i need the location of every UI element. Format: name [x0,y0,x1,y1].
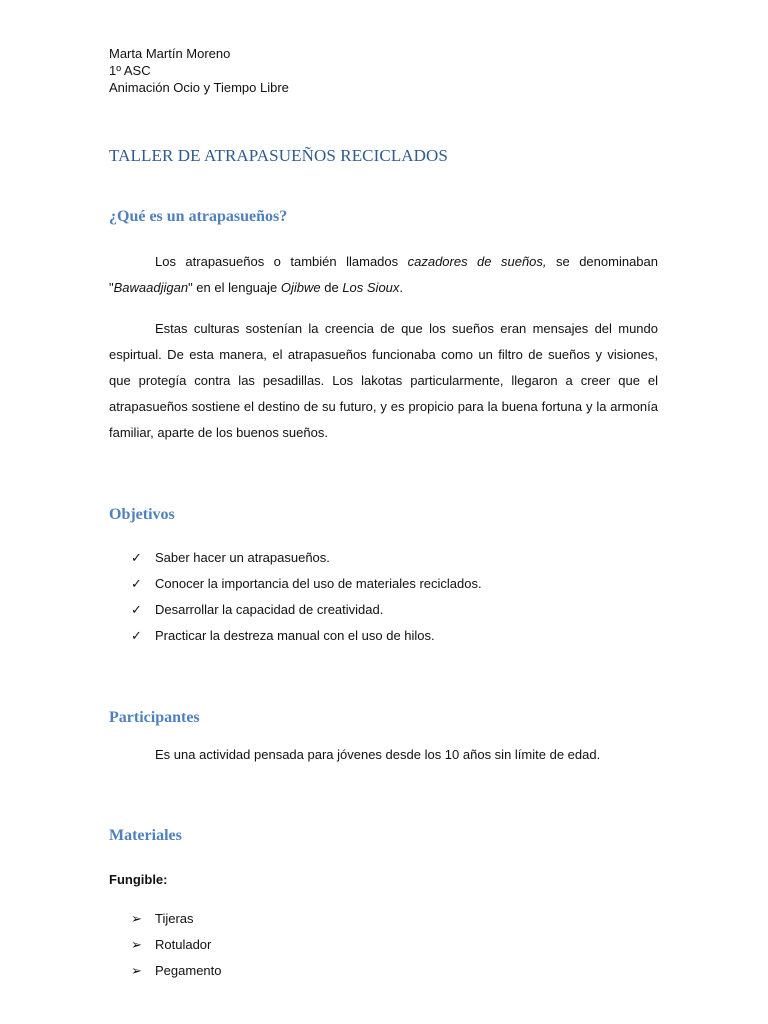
author-name: Marta Martín Moreno [109,46,231,61]
list-item: ✓ Saber hacer un atrapasueños. [131,545,482,571]
heading-what-is: ¿Qué es un atrapasueños? [109,208,288,225]
paragraph-definition [109,249,658,301]
text-run: Los atrapasueños o también llamados [155,254,408,269]
italic-term: Ojibwe [280,280,321,295]
subject-name: Animación Ocio y Tiempo Libre [109,80,289,95]
fungible-label: Fungible: [109,872,168,887]
checkmark-icon: ✓ [131,576,142,591]
text-run: " en el lenguaje [188,280,281,295]
list-item: ✓ Conocer la importancia del uso de materiales reciclados. [131,571,482,597]
italic-term: cazadores de sueños, [407,254,547,269]
checkmark-icon: ✓ [131,602,142,617]
heading-materials: Materiales [109,827,182,844]
course-name: 1º ASC [109,63,151,78]
arrow-bullet-icon: ➢ [131,911,142,926]
checkmark-icon: ✓ [131,550,142,565]
list-item: ➢ Pegamento [131,958,222,984]
arrow-bullet-icon: ➢ [131,937,142,952]
list-item: ✓ Practicar la destreza manual con el uso de hilos. [131,623,482,649]
objectives-list [131,545,482,649]
heading-objectives: Objetivos [109,506,175,523]
italic-term: Bawaadjigan [113,280,189,295]
list-item: ➢ Tijeras [131,906,222,932]
arrow-bullet-icon: ➢ [131,963,142,978]
list-item: ✓ Desarrollar la capacidad de creatividad. [131,597,482,623]
paragraph-beliefs [109,316,658,446]
text-run: . [399,280,404,295]
participants-text: Es una actividad pensada para jóvenes desde los 10 años sin límite de edad. [155,747,601,762]
materials-list [131,906,222,984]
document-header [109,45,289,96]
beliefs-text: Estas culturas sostenían la creencia de que los sueños eran mensajes del mundo espirtual. De esta manera, el atrapasueños funcionaba como un filtro de sueños y visiones, que protegía contra las pesadillas. Los lakotas particularmente, llegaron a creer que el atrapasueños sostiene el destino de su futuro, y es propicio para la buena fortuna y la armonía familiar, aparte de los buenos sueños. [109,321,658,440]
document-title: TALLER DE ATRAPASUEÑOS RECICLADOS [109,146,448,165]
text-run: de [320,280,343,295]
text-run: se denominaban " [109,254,658,295]
heading-participants: Participantes [109,709,200,726]
italic-term: Los Sioux [342,280,400,295]
checkmark-icon: ✓ [131,628,142,643]
list-item: ➢ Rotulador [131,932,222,958]
